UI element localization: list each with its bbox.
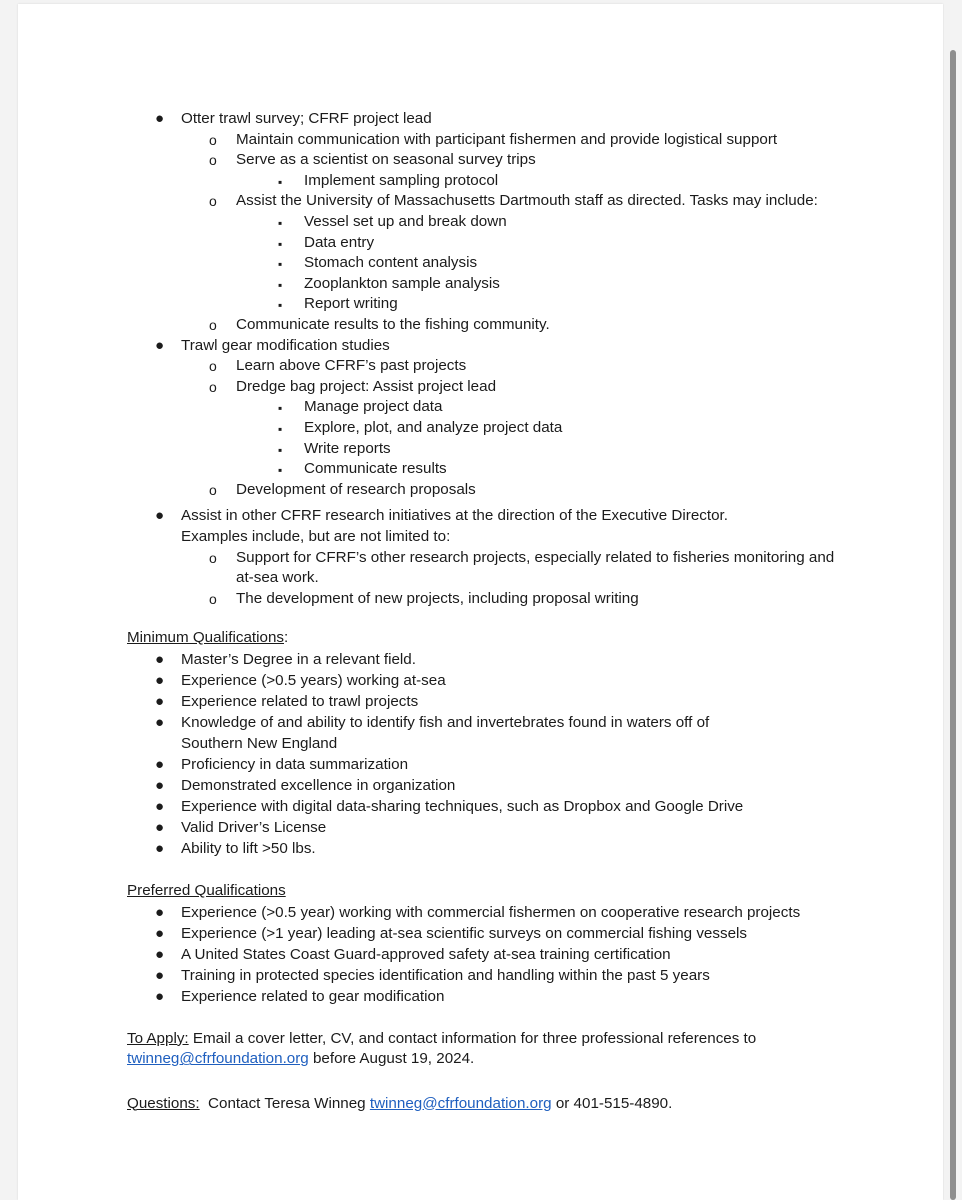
duty-task: Zooplankton sample analysis [304, 274, 500, 292]
questions-email-link[interactable]: twinneg@cfrfoundation.org [369, 1094, 552, 1112]
qualification-item: Ability to lift >50 lbs. [181, 839, 316, 857]
qualification-item-continued: Southern New England [181, 734, 338, 752]
minimum-qualifications-heading: Minimum Qualifications: [127, 628, 288, 649]
bullet-dot-icon: ● [155, 797, 165, 815]
duty-item: Otter trawl survey; CFRF project lead [181, 110, 432, 127]
qualification-item: Knowledge of and ability to identify fish and invertebrates found in waters off of [181, 713, 710, 731]
apply-paragraph [127, 1029, 756, 1050]
duty-subitem-continued: at-sea work. [236, 569, 319, 587]
heading-colon: : [284, 629, 289, 646]
qualification-item: Experience related to trawl projects [181, 692, 419, 710]
bullet-square-icon: ▪ [278, 298, 283, 313]
bullet-dot-icon: ● [155, 988, 165, 1006]
duty-item: Trawl gear modification studies [181, 336, 390, 354]
bullet-dot-icon: ● [155, 946, 165, 963]
duty-subitem: Dredge bag project: Assist project lead [236, 377, 497, 395]
questions-text: Contact Teresa Winneg [199, 1094, 370, 1112]
qualification-item: Demonstrated excellence in organization [181, 776, 456, 794]
duty-item: Assist in other CFRF research initiatives at the direction of the Executive Director. [181, 507, 728, 525]
duty-item-continued: Examples include, but are not limited to: [181, 528, 451, 545]
preferred-item: Experience (>1 year) leading at-sea scientific surveys on commercial fishing vessels [181, 924, 747, 942]
duty-task: Write reports [304, 439, 391, 457]
bullet-square-icon: ▪ [278, 422, 283, 436]
document-page [18, 4, 943, 1200]
bullet-dot-icon: ● [155, 755, 165, 773]
bullet-dot-icon: ● [155, 839, 165, 857]
apply-paragraph-continued [127, 1049, 474, 1070]
bullet-square-icon: ▪ [278, 442, 283, 457]
duty-subitem: Development of research proposals [236, 480, 476, 498]
bullet-circle-icon: o [209, 317, 217, 333]
duty-subitem: Assist the University of Massachusetts Dartmouth staff as directed. Tasks may include: [236, 192, 818, 210]
bullet-dot-icon: ● [155, 692, 165, 710]
bullet-circle-icon: o [209, 590, 217, 607]
bullet-dot-icon: ● [155, 713, 165, 731]
duty-task: Report writing [304, 295, 398, 313]
bullet-dot-icon: ● [155, 671, 165, 689]
duty-task: Explore, plot, and analyze project data [304, 419, 563, 436]
qualification-item: Experience (>0.5 years) working at-sea [181, 671, 446, 689]
questions-paragraph [127, 1094, 672, 1115]
duty-subitem: Maintain communication with participant fishermen and provide logistical support [236, 130, 778, 148]
bullet-circle-icon: o [209, 378, 217, 395]
duty-subitem: Serve as a scientist on seasonal survey trips [236, 151, 536, 169]
duty-subitem: Communicate results to the fishing community. [236, 316, 550, 333]
bullet-circle-icon: o [209, 131, 217, 148]
bullet-square-icon: ▪ [278, 277, 283, 292]
bullet-dot-icon: ● [155, 507, 165, 525]
bullet-dot-icon: ● [155, 776, 165, 794]
preferred-item: Experience related to gear modification [181, 988, 445, 1006]
preferred-qualifications-heading: Preferred Qualifications [127, 882, 286, 900]
duty-task: Data entry [304, 233, 375, 251]
vertical-scrollbar[interactable] [944, 0, 962, 1200]
apply-text: Email a cover letter, CV, and contact information for three professional references to [188, 1029, 757, 1047]
duty-task: Stomach content analysis [304, 254, 478, 272]
scrollbar-thumb[interactable] [950, 50, 956, 1200]
qualification-item: Valid Driver’s License [181, 818, 327, 836]
apply-deadline-text: before August 19, 2024. [308, 1050, 475, 1068]
duty-subitem: Support for CFRF’s other research projects, especially related to fisheries monitoring and [236, 548, 835, 566]
duty-subitem: Learn above CFRF’s past projects [236, 357, 467, 375]
bullet-dot-icon: ● [155, 967, 165, 985]
apply-email-link[interactable]: twinneg@cfrfoundation.org [127, 1050, 309, 1068]
bullet-dot-icon: ● [155, 903, 165, 921]
bullet-square-icon: ▪ [278, 236, 283, 251]
questions-label: Questions: [127, 1094, 200, 1112]
questions-phone-text: or 401-515-4890. [551, 1094, 673, 1112]
bullet-square-icon: ▪ [278, 174, 283, 189]
duty-task: Communicate results [304, 460, 447, 478]
bullet-circle-icon: o [209, 152, 217, 169]
bullet-circle-icon: o [209, 358, 217, 375]
qualification-item: Proficiency in data summarization [181, 755, 409, 773]
bullet-square-icon: ▪ [278, 257, 283, 272]
bullet-square-icon: ▪ [278, 463, 283, 478]
bullet-circle-icon: o [209, 193, 217, 210]
duty-task: Manage project data [304, 398, 443, 416]
preferred-item: Experience (>0.5 year) working with commercial fishermen on cooperative research projects [181, 903, 801, 921]
bullet-dot-icon: ● [155, 110, 165, 127]
bullet-dot-icon: ● [155, 924, 165, 942]
duty-subitem: The development of new projects, including proposal writing [236, 589, 639, 607]
apply-label: To Apply: [127, 1029, 189, 1047]
bullet-square-icon: ▪ [278, 216, 283, 230]
bullet-dot-icon: ● [155, 650, 165, 668]
bullet-square-icon: ▪ [278, 401, 283, 416]
bullet-circle-icon: o [209, 481, 217, 498]
bullet-dot-icon: ● [155, 818, 165, 836]
bullet-circle-icon: o [209, 549, 217, 566]
qualification-item: Master’s Degree in a relevant field. [181, 650, 416, 668]
duty-task: Implement sampling protocol [304, 171, 499, 189]
duty-task: Vessel set up and break down [304, 213, 507, 230]
qualification-item: Experience with digital data-sharing techniques, such as Dropbox and Google Drive [181, 797, 744, 815]
preferred-item: Training in protected species identification and handling within the past 5 years [181, 967, 710, 985]
preferred-item: A United States Coast Guard-approved safety at-sea training certification [181, 946, 671, 963]
bullet-dot-icon: ● [155, 336, 165, 354]
